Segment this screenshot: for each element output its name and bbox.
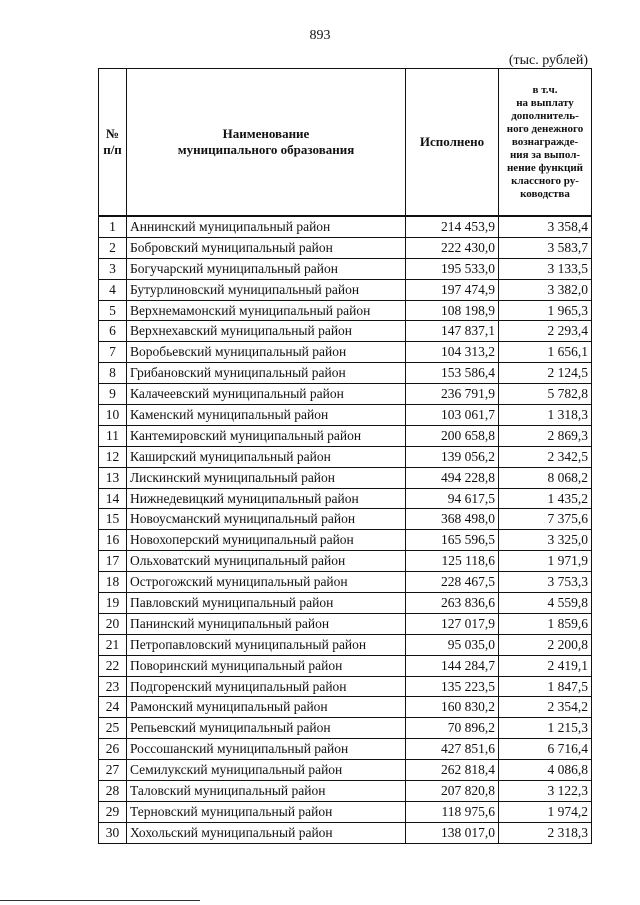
row-number: 17	[99, 551, 127, 572]
executed-amount: 207 820,8	[406, 781, 499, 802]
municipality-name: Павловский муниципальный район	[127, 593, 406, 614]
executed-amount: 228 467,5	[406, 572, 499, 593]
teacher-bonus-amount: 2 124,5	[499, 363, 592, 384]
table-row	[99, 237, 592, 258]
executed-amount: 135 223,5	[406, 676, 499, 697]
municipality-name: Калачеевский муниципальный район	[127, 384, 406, 405]
teacher-bonus-amount: 4 086,8	[499, 760, 592, 781]
row-number: 14	[99, 488, 127, 509]
teacher-bonus-amount: 2 869,3	[499, 425, 592, 446]
row-number: 30	[99, 822, 127, 843]
header-name: Наименование муниципального образования	[127, 69, 406, 217]
municipality-name: Верхнемамонский муниципальный район	[127, 300, 406, 321]
teacher-bonus-amount: 1 847,5	[499, 676, 592, 697]
table-body	[99, 216, 592, 843]
teacher-bonus-amount: 3 382,0	[499, 279, 592, 300]
header-done: Исполнено	[406, 69, 499, 217]
row-number: 23	[99, 676, 127, 697]
row-number: 9	[99, 384, 127, 405]
executed-amount: 94 617,5	[406, 488, 499, 509]
row-number: 22	[99, 655, 127, 676]
municipality-name: Грибановский муниципальный район	[127, 363, 406, 384]
table-row	[99, 593, 592, 614]
executed-amount: 263 836,6	[406, 593, 499, 614]
row-number: 10	[99, 405, 127, 426]
table-row	[99, 279, 592, 300]
row-number: 6	[99, 321, 127, 342]
row-number: 7	[99, 342, 127, 363]
municipality-name: Бутурлиновский муниципальный район	[127, 279, 406, 300]
table-row	[99, 342, 592, 363]
row-number: 24	[99, 697, 127, 718]
units-label: (тыс. рублей)	[508, 53, 588, 68]
executed-amount: 95 035,0	[406, 634, 499, 655]
executed-amount: 165 596,5	[406, 530, 499, 551]
teacher-bonus-amount: 1 215,3	[499, 718, 592, 739]
table-row	[99, 530, 592, 551]
page-number: 893	[309, 28, 331, 43]
table-row	[99, 300, 592, 321]
header-num: № п/п	[99, 69, 127, 217]
teacher-bonus-amount: 1 971,9	[499, 551, 592, 572]
teacher-bonus-amount: 5 782,8	[499, 384, 592, 405]
municipality-name: Россошанский муниципальный район	[127, 739, 406, 760]
municipality-name: Поворинский муниципальный район	[127, 655, 406, 676]
row-number: 26	[99, 739, 127, 760]
table-row	[99, 634, 592, 655]
executed-amount: 427 851,6	[406, 739, 499, 760]
teacher-bonus-amount: 3 133,5	[499, 258, 592, 279]
executed-amount: 214 453,9	[406, 216, 499, 237]
municipality-name: Репьевский муниципальный район	[127, 718, 406, 739]
teacher-bonus-amount: 2 419,1	[499, 655, 592, 676]
municipality-name: Панинский муниципальный район	[127, 613, 406, 634]
executed-amount: 125 118,6	[406, 551, 499, 572]
teacher-bonus-amount: 2 318,3	[499, 822, 592, 843]
row-number: 12	[99, 446, 127, 467]
executed-amount: 147 837,1	[406, 321, 499, 342]
row-number: 19	[99, 593, 127, 614]
row-number: 20	[99, 613, 127, 634]
municipality-name: Семилукский муниципальный район	[127, 760, 406, 781]
row-number: 28	[99, 781, 127, 802]
row-number: 1	[99, 216, 127, 237]
table-row	[99, 488, 592, 509]
executed-amount: 494 228,8	[406, 467, 499, 488]
table-row	[99, 363, 592, 384]
row-number: 4	[99, 279, 127, 300]
executed-amount: 197 474,9	[406, 279, 499, 300]
table-row	[99, 321, 592, 342]
table-row	[99, 781, 592, 802]
row-number: 29	[99, 801, 127, 822]
row-number: 3	[99, 258, 127, 279]
teacher-bonus-amount: 1 974,2	[499, 801, 592, 822]
table-header-row	[99, 69, 592, 217]
row-number: 5	[99, 300, 127, 321]
municipality-name: Богучарский муниципальный район	[127, 258, 406, 279]
municipality-name: Нижнедевицкий муниципальный район	[127, 488, 406, 509]
teacher-bonus-amount: 3 122,3	[499, 781, 592, 802]
municipality-name: Воробьевский муниципальный район	[127, 342, 406, 363]
executed-amount: 153 586,4	[406, 363, 499, 384]
executed-amount: 236 791,9	[406, 384, 499, 405]
municipality-name: Кантемировский муниципальный район	[127, 425, 406, 446]
teacher-bonus-amount: 2 293,4	[499, 321, 592, 342]
row-number: 21	[99, 634, 127, 655]
header-sub: в т.ч. на выплату дополнитель- ного денежного вознагражде- ния за выпол- нение функций классного ру- ководства	[499, 69, 592, 217]
executed-amount: 138 017,0	[406, 822, 499, 843]
municipality-name: Бобровский муниципальный район	[127, 237, 406, 258]
table-row	[99, 655, 592, 676]
teacher-bonus-amount: 1 859,6	[499, 613, 592, 634]
municipality-name: Новоусманский муниципальный район	[127, 509, 406, 530]
teacher-bonus-amount: 1 656,1	[499, 342, 592, 363]
municipality-name: Каширский муниципальный район	[127, 446, 406, 467]
table-row	[99, 697, 592, 718]
municipality-name: Верхнехавский муниципальный район	[127, 321, 406, 342]
teacher-bonus-amount: 4 559,8	[499, 593, 592, 614]
municipality-name: Аннинский муниципальный район	[127, 216, 406, 237]
municipality-name: Лискинский муниципальный район	[127, 467, 406, 488]
table-row	[99, 613, 592, 634]
municipality-name: Таловский муниципальный район	[127, 781, 406, 802]
budget-table	[98, 68, 592, 844]
row-number: 18	[99, 572, 127, 593]
row-number: 11	[99, 425, 127, 446]
executed-amount: 160 830,2	[406, 697, 499, 718]
municipality-name: Рамонский муниципальный район	[127, 697, 406, 718]
municipality-name: Новохоперский муниципальный район	[127, 530, 406, 551]
table-row	[99, 739, 592, 760]
teacher-bonus-amount: 2 200,8	[499, 634, 592, 655]
table-row	[99, 446, 592, 467]
executed-amount: 222 430,0	[406, 237, 499, 258]
table-row	[99, 718, 592, 739]
executed-amount: 104 313,2	[406, 342, 499, 363]
table-row	[99, 572, 592, 593]
municipality-name: Ольховатский муниципальный район	[127, 551, 406, 572]
table-row	[99, 822, 592, 843]
teacher-bonus-amount: 3 325,0	[499, 530, 592, 551]
row-number: 25	[99, 718, 127, 739]
table-row	[99, 551, 592, 572]
row-number: 2	[99, 237, 127, 258]
table-row	[99, 258, 592, 279]
table-row	[99, 676, 592, 697]
executed-amount: 70 896,2	[406, 718, 499, 739]
municipality-name: Терновский муниципальный район	[127, 801, 406, 822]
teacher-bonus-amount: 1 435,2	[499, 488, 592, 509]
executed-amount: 368 498,0	[406, 509, 499, 530]
table-row	[99, 467, 592, 488]
municipality-name: Острогожский муниципальный район	[127, 572, 406, 593]
teacher-bonus-amount: 2 354,2	[499, 697, 592, 718]
teacher-bonus-amount: 3 753,3	[499, 572, 592, 593]
executed-amount: 195 533,0	[406, 258, 499, 279]
table-row	[99, 384, 592, 405]
executed-amount: 262 818,4	[406, 760, 499, 781]
table-row	[99, 425, 592, 446]
executed-amount: 127 017,9	[406, 613, 499, 634]
municipality-name: Хохольский муниципальный район	[127, 822, 406, 843]
table-row	[99, 509, 592, 530]
executed-amount: 103 061,7	[406, 405, 499, 426]
row-number: 15	[99, 509, 127, 530]
table-row	[99, 405, 592, 426]
teacher-bonus-amount: 8 068,2	[499, 467, 592, 488]
municipality-name: Каменский муниципальный район	[127, 405, 406, 426]
teacher-bonus-amount: 1 318,3	[499, 405, 592, 426]
row-number: 27	[99, 760, 127, 781]
teacher-bonus-amount: 6 716,4	[499, 739, 592, 760]
teacher-bonus-amount: 3 358,4	[499, 216, 592, 237]
table-row	[99, 760, 592, 781]
teacher-bonus-amount: 2 342,5	[499, 446, 592, 467]
executed-amount: 139 056,2	[406, 446, 499, 467]
row-number: 8	[99, 363, 127, 384]
executed-amount: 200 658,8	[406, 425, 499, 446]
table-row	[99, 801, 592, 822]
footer-divider	[0, 900, 200, 901]
executed-amount: 144 284,7	[406, 655, 499, 676]
municipality-name: Петропавловский муниципальный район	[127, 634, 406, 655]
row-number: 13	[99, 467, 127, 488]
teacher-bonus-amount: 7 375,6	[499, 509, 592, 530]
teacher-bonus-amount: 3 583,7	[499, 237, 592, 258]
table-row	[99, 216, 592, 237]
executed-amount: 108 198,9	[406, 300, 499, 321]
teacher-bonus-amount: 1 965,3	[499, 300, 592, 321]
row-number: 16	[99, 530, 127, 551]
municipality-name: Подгоренский муниципальный район	[127, 676, 406, 697]
executed-amount: 118 975,6	[406, 801, 499, 822]
